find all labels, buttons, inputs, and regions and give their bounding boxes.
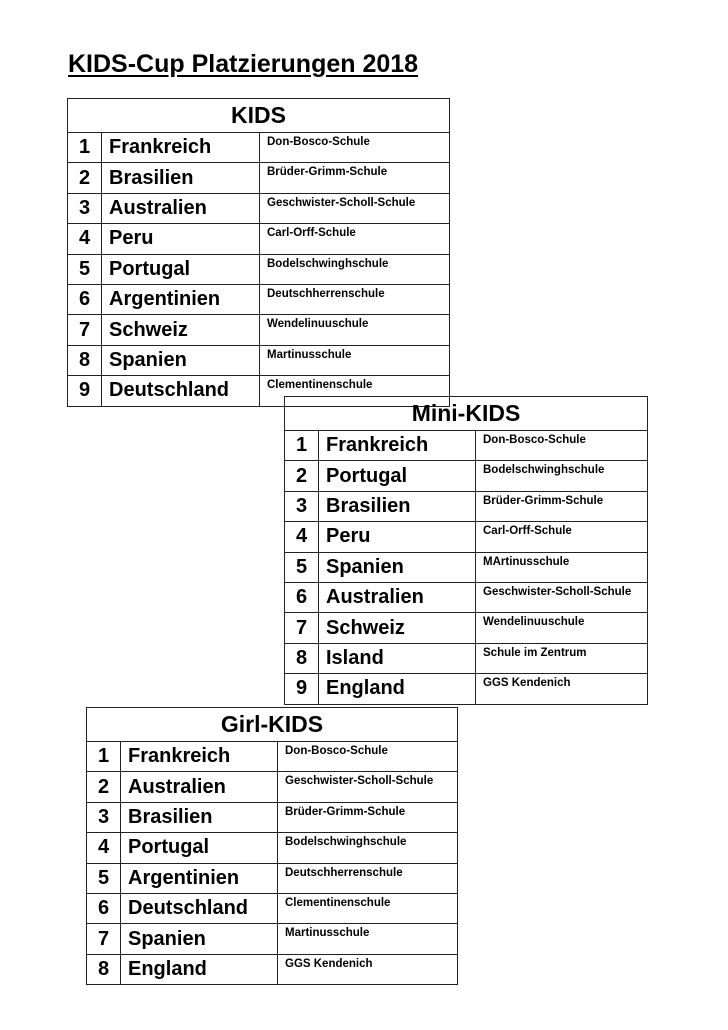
table-row [68, 284, 450, 314]
school-cell: MArtinusschule [476, 552, 648, 582]
school-cell: Geschwister-Scholl-Schule [476, 582, 648, 612]
school-cell: Bodelschwinghschule [476, 461, 648, 491]
rank-cell: 4 [285, 522, 319, 552]
rank-cell: 5 [68, 254, 102, 284]
country-cell: Frankreich [121, 742, 278, 772]
table-row [285, 491, 648, 521]
school-cell: Brüder-Grimm-Schule [260, 163, 450, 193]
school-cell: Martinusschule [260, 345, 450, 375]
rank-cell: 1 [87, 742, 121, 772]
girl-kids-ranking-table [86, 707, 458, 985]
rank-cell: 5 [285, 552, 319, 582]
table-row [87, 833, 458, 863]
table-row [68, 315, 450, 345]
table-row [68, 133, 450, 163]
school-cell: Brüder-Grimm-Schule [278, 802, 458, 832]
school-cell: Don-Bosco-Schule [476, 431, 648, 461]
school-cell: Don-Bosco-Schule [260, 133, 450, 163]
table-row [285, 431, 648, 461]
country-cell: Australien [102, 193, 260, 223]
table-row [68, 224, 450, 254]
rank-cell: 8 [68, 345, 102, 375]
rank-cell: 9 [68, 376, 102, 406]
rank-cell: 3 [68, 193, 102, 223]
school-cell: Wendelinuuschule [260, 315, 450, 345]
country-cell: Australien [319, 582, 476, 612]
country-cell: Spanien [102, 345, 260, 375]
school-cell: Deutschherrenschule [260, 284, 450, 314]
country-cell: Argentinien [102, 284, 260, 314]
country-cell: Deutschland [121, 893, 278, 923]
school-cell: Geschwister-Scholl-Schule [278, 772, 458, 802]
mini-kids-ranking-table [284, 396, 648, 705]
country-cell: Schweiz [319, 613, 476, 643]
school-cell: Carl-Orff-Schule [476, 522, 648, 552]
country-cell: Portugal [102, 254, 260, 284]
table-row [87, 954, 458, 984]
rank-cell: 2 [285, 461, 319, 491]
table-row [68, 163, 450, 193]
rank-cell: 2 [87, 772, 121, 802]
school-cell: Wendelinuuschule [476, 613, 648, 643]
table-row [285, 461, 648, 491]
table-row [285, 613, 648, 643]
school-cell: GGS Kendenich [278, 954, 458, 984]
rank-cell: 4 [87, 833, 121, 863]
country-cell: Spanien [121, 924, 278, 954]
rank-cell: 7 [87, 924, 121, 954]
country-cell: Spanien [319, 552, 476, 582]
rank-cell: 3 [87, 802, 121, 832]
table-row [87, 924, 458, 954]
country-cell: Frankreich [102, 133, 260, 163]
table-heading: Mini-KIDS [285, 397, 648, 431]
table-heading: KIDS [68, 99, 450, 133]
table-row [87, 802, 458, 832]
country-cell: Portugal [121, 833, 278, 863]
country-cell: Argentinien [121, 863, 278, 893]
school-cell: Deutschherrenschule [278, 863, 458, 893]
rank-cell: 1 [285, 431, 319, 461]
table-row [285, 552, 648, 582]
school-cell: Clementinenschule [260, 376, 450, 406]
kids-ranking-table [67, 98, 450, 407]
table-row [68, 345, 450, 375]
school-cell: Clementinenschule [278, 893, 458, 923]
table-heading: Girl-KIDS [87, 708, 458, 742]
rank-cell: 8 [285, 643, 319, 673]
table-row [285, 522, 648, 552]
country-cell: Brasilien [102, 163, 260, 193]
country-cell: Deutschland [102, 376, 260, 406]
rank-cell: 6 [87, 893, 121, 923]
table-row [285, 674, 648, 704]
school-cell: Schule im Zentrum [476, 643, 648, 673]
country-cell: England [319, 674, 476, 704]
rank-cell: 2 [68, 163, 102, 193]
table-row [87, 742, 458, 772]
rank-cell: 4 [68, 224, 102, 254]
school-cell: Carl-Orff-Schule [260, 224, 450, 254]
rank-cell: 1 [68, 133, 102, 163]
page-title: KIDS-Cup Platzierungen 2018 [68, 50, 419, 78]
country-cell: Peru [102, 224, 260, 254]
school-cell: Bodelschwinghschule [260, 254, 450, 284]
table-row [87, 772, 458, 802]
table-row [68, 193, 450, 223]
table-header-row [68, 99, 450, 133]
school-cell: Brüder-Grimm-Schule [476, 491, 648, 521]
table-header-row [87, 708, 458, 742]
rank-cell: 7 [68, 315, 102, 345]
country-cell: England [121, 954, 278, 984]
school-cell: Bodelschwinghschule [278, 833, 458, 863]
table-row [87, 863, 458, 893]
country-cell: Frankreich [319, 431, 476, 461]
table-row [285, 582, 648, 612]
table-row [68, 254, 450, 284]
school-cell: Martinusschule [278, 924, 458, 954]
rank-cell: 8 [87, 954, 121, 984]
school-cell: GGS Kendenich [476, 674, 648, 704]
rank-cell: 9 [285, 674, 319, 704]
table-row [285, 643, 648, 673]
country-cell: Brasilien [319, 491, 476, 521]
country-cell: Island [319, 643, 476, 673]
table-header-row [285, 397, 648, 431]
country-cell: Brasilien [121, 802, 278, 832]
school-cell: Geschwister-Scholl-Schule [260, 193, 450, 223]
country-cell: Portugal [319, 461, 476, 491]
country-cell: Peru [319, 522, 476, 552]
rank-cell: 6 [68, 284, 102, 314]
country-cell: Australien [121, 772, 278, 802]
country-cell: Schweiz [102, 315, 260, 345]
table-row [87, 893, 458, 923]
school-cell: Don-Bosco-Schule [278, 742, 458, 772]
rank-cell: 6 [285, 582, 319, 612]
rank-cell: 3 [285, 491, 319, 521]
rank-cell: 7 [285, 613, 319, 643]
rank-cell: 5 [87, 863, 121, 893]
